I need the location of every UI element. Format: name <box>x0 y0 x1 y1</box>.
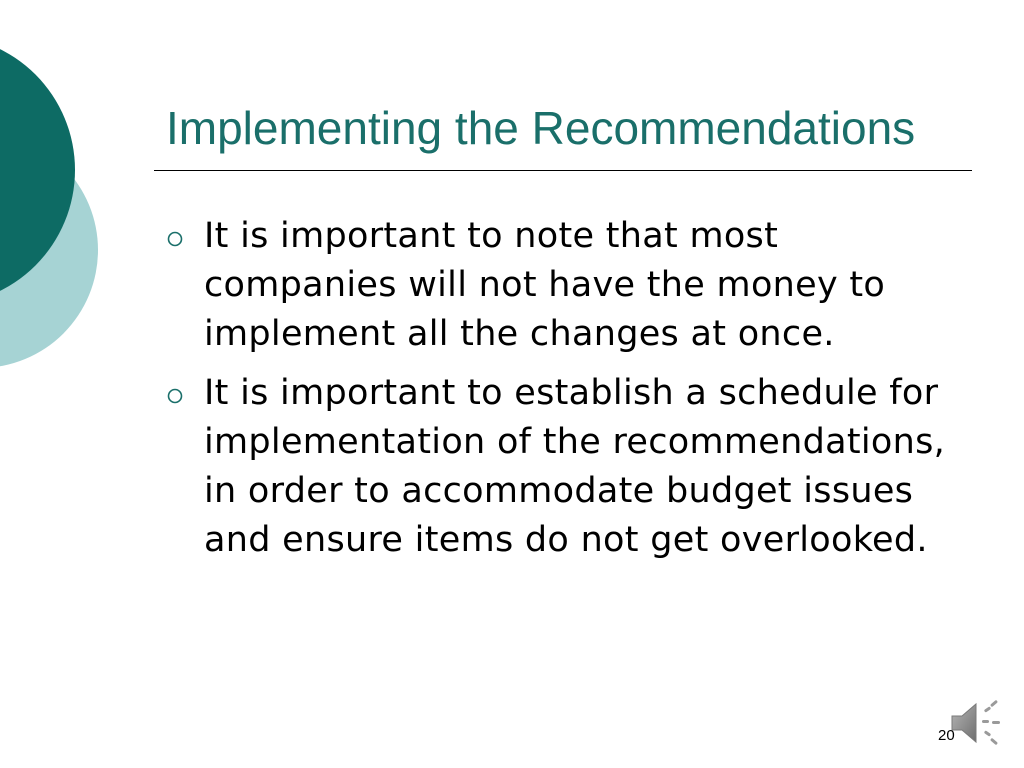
hollow-circle-bullet-icon <box>164 228 186 250</box>
bullet-item <box>164 369 964 565</box>
bullet-item <box>164 212 964 359</box>
bullet-text: It is important to establish a schedule for implementation of the recommendations, in order to accommodate budget issues and ensure items do not get overlooked. <box>204 373 946 560</box>
slide-title: Implementing the Recommendations <box>166 102 916 154</box>
hollow-circle-bullet-icon <box>164 385 186 407</box>
bullet-text: It is important to note that most companies will not have the money to implement all the changes at once. <box>204 216 886 354</box>
bullet-list <box>164 212 964 565</box>
speaker-icon[interactable] <box>948 694 1006 752</box>
decorative-circles <box>0 0 110 420</box>
title-divider <box>154 170 972 171</box>
slide-number: 20 <box>938 727 955 744</box>
